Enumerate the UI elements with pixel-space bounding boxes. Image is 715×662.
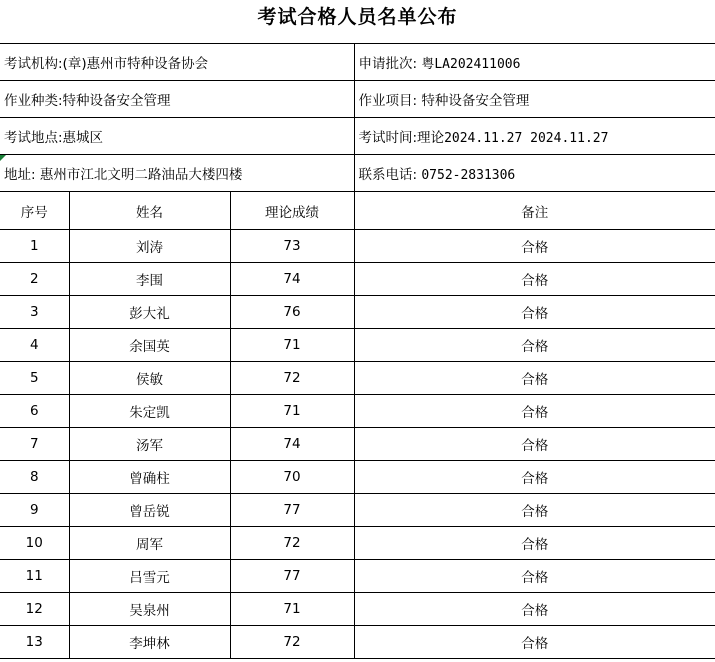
remark: 合格: [354, 296, 715, 329]
row-number: 7: [0, 428, 69, 461]
remark: 合格: [354, 593, 715, 626]
phone-value: 0752-2831306: [421, 168, 516, 183]
exam-org-cell: 考试机构:(章)惠州市特种设备协会: [0, 44, 354, 81]
table-row: [0, 626, 715, 659]
person-name: 曾确柱: [69, 461, 230, 494]
table-row: [0, 560, 715, 593]
row-number: 9: [0, 494, 69, 527]
table-header-row: [0, 192, 715, 230]
batch-label: 申请批次:: [358, 56, 422, 72]
person-name: 曾岳锐: [69, 494, 230, 527]
work-type-cell: 作业种类:特种设备安全管理: [0, 81, 354, 118]
remark: 合格: [354, 527, 715, 560]
person-name: 周军: [69, 527, 230, 560]
remark: 合格: [354, 494, 715, 527]
info-row: [0, 155, 715, 192]
remark: 合格: [354, 362, 715, 395]
theory-score: 72: [230, 527, 354, 560]
person-name: 吴泉州: [69, 593, 230, 626]
remark: 合格: [354, 395, 715, 428]
column-header-no: 序号: [0, 192, 69, 230]
theory-score: 74: [230, 263, 354, 296]
remark: 合格: [354, 626, 715, 659]
info-row: [0, 118, 715, 155]
person-name: 彭大礼: [69, 296, 230, 329]
batch-cell: [354, 44, 715, 81]
info-row: [0, 81, 715, 118]
table-row: [0, 263, 715, 296]
person-name: 余国英: [69, 329, 230, 362]
theory-score: 73: [230, 230, 354, 263]
person-name: 侯敏: [69, 362, 230, 395]
table-row: [0, 461, 715, 494]
row-number: 11: [0, 560, 69, 593]
row-number: 5: [0, 362, 69, 395]
remark: 合格: [354, 560, 715, 593]
theory-score: 72: [230, 362, 354, 395]
results-body: [0, 230, 715, 659]
remark: 合格: [354, 329, 715, 362]
exam-location-cell: 考试地点:惠城区: [0, 118, 354, 155]
theory-score: 76: [230, 296, 354, 329]
row-number: 12: [0, 593, 69, 626]
remark: 合格: [354, 461, 715, 494]
remark: 合格: [354, 428, 715, 461]
person-name: 刘涛: [69, 230, 230, 263]
row-number: 8: [0, 461, 69, 494]
person-name: 李围: [69, 263, 230, 296]
exam-info-table: [0, 44, 715, 192]
table-row: [0, 230, 715, 263]
person-name: 朱定凯: [69, 395, 230, 428]
row-number: 1: [0, 230, 69, 263]
table-row: [0, 296, 715, 329]
theory-score: 72: [230, 626, 354, 659]
table-row: [0, 329, 715, 362]
exam-time-label: 考试时间:理论: [358, 130, 445, 146]
row-number: 4: [0, 329, 69, 362]
table-row: [0, 395, 715, 428]
theory-score: 77: [230, 560, 354, 593]
table-row: [0, 527, 715, 560]
phone-cell: [354, 155, 715, 192]
column-header-name: 姓名: [69, 192, 230, 230]
table-row: [0, 362, 715, 395]
theory-score: 71: [230, 593, 354, 626]
theory-score: 71: [230, 329, 354, 362]
theory-score: 71: [230, 395, 354, 428]
phone-label: 联系电话:: [358, 167, 422, 183]
batch-value: 粤LA202411006: [421, 57, 521, 72]
row-number: 3: [0, 296, 69, 329]
page-title: 考试合格人员名单公布: [0, 0, 715, 44]
column-header-score: 理论成绩: [230, 192, 354, 230]
person-name: 汤军: [69, 428, 230, 461]
work-item-cell: 作业项目: 特种设备安全管理: [354, 81, 715, 118]
info-row: [0, 44, 715, 81]
exam-time-cell: [354, 118, 715, 155]
remark: 合格: [354, 230, 715, 263]
row-number: 10: [0, 527, 69, 560]
theory-score: 70: [230, 461, 354, 494]
row-number: 13: [0, 626, 69, 659]
table-row: [0, 428, 715, 461]
row-number: 2: [0, 263, 69, 296]
remark: 合格: [354, 263, 715, 296]
person-name: 吕雪元: [69, 560, 230, 593]
person-name: 李坤林: [69, 626, 230, 659]
row-number: 6: [0, 395, 69, 428]
table-row: [0, 593, 715, 626]
theory-score: 77: [230, 494, 354, 527]
exam-time-value: 2024.11.27 2024.11.27: [444, 131, 609, 146]
table-row: [0, 494, 715, 527]
results-table: [0, 192, 715, 659]
column-header-remark: 备注: [354, 192, 715, 230]
address-cell: 地址: 惠州市江北文明二路油品大楼四楼: [0, 155, 354, 192]
theory-score: 74: [230, 428, 354, 461]
